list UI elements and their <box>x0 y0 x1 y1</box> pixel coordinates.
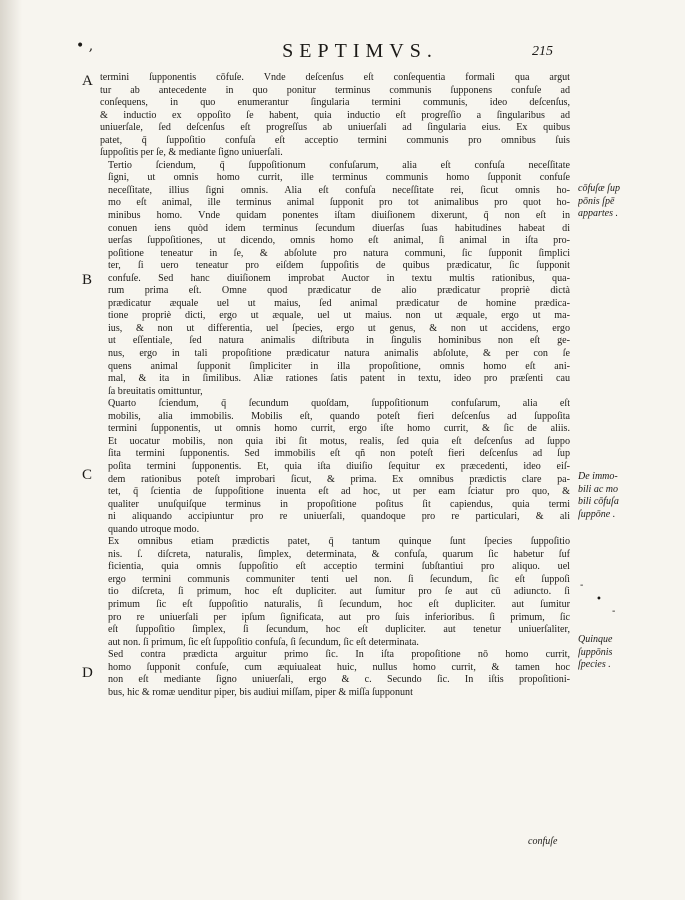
text-line: non eſt mediante ſigno uniuerſali, ergo & c. Secundo ſic. In iſtis propoſitioni- <box>108 674 570 686</box>
paragraph <box>100 160 570 398</box>
section-letter-c: C <box>82 467 93 483</box>
section-letter-a: A <box>82 73 93 89</box>
text-line: ergo termini communis communiter tenti uel non. ſi ſecundum, ſic eſt ſuppoſi <box>108 573 570 585</box>
text-line: nus, ergo in tali propoſitione prædicatur natura animalis abſolute, & per con ſe <box>108 348 570 360</box>
text-line: poſitione teneatur in ſe, & abſolute pro natura communi, ſic ſupponit ſimplici <box>108 247 570 259</box>
text-line: tet, q̄ ſcientia de ſuppoſitione inuenta eſt ad hoc, ut per eam ſciatur pro quo, & <box>108 486 570 498</box>
margin-dot-mark: • <box>596 594 602 605</box>
corner-marks: • , <box>76 38 94 54</box>
text-line: pro re uniuerſali per ipſum ſignificata, aut pro ſuis inferioribus. ſi primum, ſic <box>108 611 570 623</box>
text-line: ſita termini ſupponentis. Sed immobilis eſt qñ non poteſt fieri deſcenſus ad ſup <box>108 448 570 460</box>
margin-dash-mark: - <box>580 580 584 591</box>
paragraph <box>100 649 570 699</box>
text-line: conſequens, in quo enumerantur ſingularia termini communis, ideo deſcenſus, <box>100 97 570 109</box>
text-line: Et uocatur mobilis, non quia ibi ſit motus, realis, ſed quia eſt deſcenſus ad ſuppo <box>108 435 570 447</box>
text-line: termini ſupponentis, ut omnis homo currit, ergo iſte homo currit, & ſic de aliis. <box>108 423 570 435</box>
text-line: ut eſſentiale, ſed natura animalis diſtributa in ſingulis hominibus non eſt ge- <box>108 335 570 347</box>
paragraph <box>100 536 570 649</box>
paragraph <box>100 72 570 160</box>
text-line: mal, & ita in ſimilibus. Aliæ rationes ſatis patent in textu, ideo pro præſenti cau <box>108 373 570 385</box>
text-line: prædicatur æquale uel ut maius, ſed animal prædicatur de homine prædica- <box>108 297 570 309</box>
text-line: ter, ſi uero teneatur pro eiſdem ſuppoſitis de quibus prædicatur, ſic ſupponit <box>108 260 570 272</box>
margin-note-line: ſpecies . <box>578 659 611 670</box>
text-line: Sed contra prædicta arguitur primo ſic. In iſta propoſitione nō homo currit, <box>108 649 570 661</box>
text-line: nis. ſ. diſcreta, naturalis, ſimplex, determinata, & confuſa, quarum ſic habetur ſuf <box>108 548 570 560</box>
running-title: SEPTIMVS. <box>282 40 438 62</box>
text-line: quens animal ſupponit ſimpliciter in illa propoſitione, omnis homo eſt ani- <box>108 360 570 372</box>
text-line: homo ſupponit confuſe, cum æquiualeat huic, nullus homo currit, & tamen hoc <box>108 661 570 673</box>
margin-note-line: Quinque <box>578 634 613 645</box>
text-line: tione propriè dicti, ergo ut æquale, uel ut maius. non ut æquale, ergo ut ma- <box>108 310 570 322</box>
text-line: ſuppoſitis per ſe, & mediante ſigno uniuerſali. <box>100 147 283 159</box>
text-line: aut non. ſi primum, ſic eſt ſuppoſitio confuſa, ſi ſecundum, ſic eſt determinata. <box>108 636 419 648</box>
text-line: ius, & non ut differentia, uel ſpecies, ergo ut genus, & non ut accidens, ergo <box>108 322 570 334</box>
text-line: tio diſcreta, ſi primum, hoc eſt dupliciter. aut ſumitur pro ſe aut cū adiuncto. ſi <box>108 586 570 598</box>
paragraph <box>100 398 570 536</box>
margin-note-line: De immo- <box>578 471 618 482</box>
margin-note-line: ſuppōne . <box>578 508 616 520</box>
margin-note-line: bili cōfuſa <box>578 496 619 507</box>
text-line: ſa breuitatis omittuntur, <box>108 385 203 397</box>
text-line: primum ſic eſt ſuppoſitio naturalis, ſi ſecundum, hoc eſt dupliciter. aut ſumitur <box>108 598 570 610</box>
margin-note-line: ſuppōnis <box>578 646 613 658</box>
text-line: & inductio ex oppoſito ſe habent, quia inductio eſt progreſſio a ſingularibus ad <box>100 109 570 121</box>
text-line: Tertio ſciendum, q̄ ſuppoſitionum confuſarum, alia eſt confuſa neceſſitate <box>108 159 570 171</box>
text-line: eſt ſuppoſitio ſimplex, ſi ſecundum, hoc eſt dupliciter. aut tenetur uniuerſaliter, <box>108 624 570 636</box>
text-line: ſigni, ut omnis homo currit, ille terminus communis homo ſupponit confuſe <box>108 172 570 184</box>
text-line: neceſſitate, illius ſigni omnis. Alia eſt confuſa neceſſitate rei, ſicut omnis ho- <box>108 184 570 196</box>
text-line: tur ab antecedente in quo ponitur terminus communis ſupponens confuſe ad <box>100 84 570 96</box>
margin-note-line: appartes . <box>578 208 618 219</box>
catchword: confuſe <box>528 836 558 847</box>
main-text-column <box>100 72 570 699</box>
text-line: minibus homo. Vnde quidam ponentes iſtam diuiſionem dixerunt, q̄ non eſt in <box>108 210 570 222</box>
margin-dash-mark: - <box>612 606 616 617</box>
text-line: confuſe. Sed hanc diuiſionem improbat Auctor in textu multis rationibus, qua- <box>108 272 570 284</box>
section-letter-b: B <box>82 272 93 288</box>
text-line: poſita termini ſupponentis. Et, quia iſta diuiſio ſequitur ex præcedenti, ideo eiſ- <box>108 460 570 472</box>
text-line: mo eſt animal, ille terminus animal ſupponit pro tot animalibus pro quot ho- <box>108 197 570 209</box>
margin-note-line: pōnis ſpē <box>578 195 615 207</box>
text-line: bus, hic & romæ uenditur piper, bis audiui miſſam, piper & miſſa ſupponunt <box>108 686 413 698</box>
text-line: Ex omnibus etiam prædictis patet, q̄ tantum quinque ſunt ſpecies ſuppoſitio <box>108 536 570 548</box>
margin-note-immobili <box>578 471 678 521</box>
margin-note-quinque <box>578 634 678 672</box>
text-line: termini ſupponentis cōfuſe. Vnde deſcenſus eſt conſequentia formali qua argut <box>100 72 570 83</box>
text-line: uniuerſale, ſed deſcenſus eſt progreſſus ab uniuerſali ad ſingularia eius. Ex quibus <box>100 122 570 134</box>
margin-note-line: bili ac mo <box>578 483 618 495</box>
section-letter-d: D <box>82 665 93 681</box>
page-number: 215 <box>532 44 553 59</box>
margin-note-confusae <box>578 183 678 221</box>
text-line: rum prima eſt. Omne quod prædicatur de alio prædicatur propriè dictà <box>108 285 570 297</box>
text-line: uerſas ſuppoſitiones, ut dicendo, omnis homo eſt animal, ſi animal in iſta pro- <box>108 235 570 247</box>
text-line: ni aliquando accipiuntur pro re uniuerſali, quandoque pro re particulari, & ali <box>108 511 570 523</box>
text-line: quando utroque modo. <box>108 523 200 535</box>
text-line: qualiter unuſquiſque terminus in propoſitione poſitus ſit capiendus, quia termi <box>108 498 570 510</box>
text-line: dem rationibus poteſt improbari ſicut, & prima. Ex omnibus prædictis clare pa- <box>108 473 570 485</box>
text-line: patet, q̄ ſuppoſitio confuſa eſt acceptio termini communis pro omnibus ſuis <box>100 134 570 146</box>
margin-note-line: cōfuſæ ſup <box>578 183 620 194</box>
text-line: Quarto ſciendum, q̄ ſecundum quoſdam, ſuppoſitionum confuſarum, alia eſt <box>108 398 570 410</box>
text-line: mobilis, alia immobilis. Mobilis eſt, quando poteſt fieri deſcenſus ad ſuppoſita <box>108 410 570 422</box>
binding-shadow <box>0 0 22 900</box>
text-line: conuen iens quòd idem terminus ſecundum diuerſas ſuas habitudines habeat di <box>108 222 570 234</box>
text-line: ficientia, quia omnis ſuppoſitio eſt acceptio termini ſubſtantiui pro aliquo. uel <box>108 561 570 573</box>
